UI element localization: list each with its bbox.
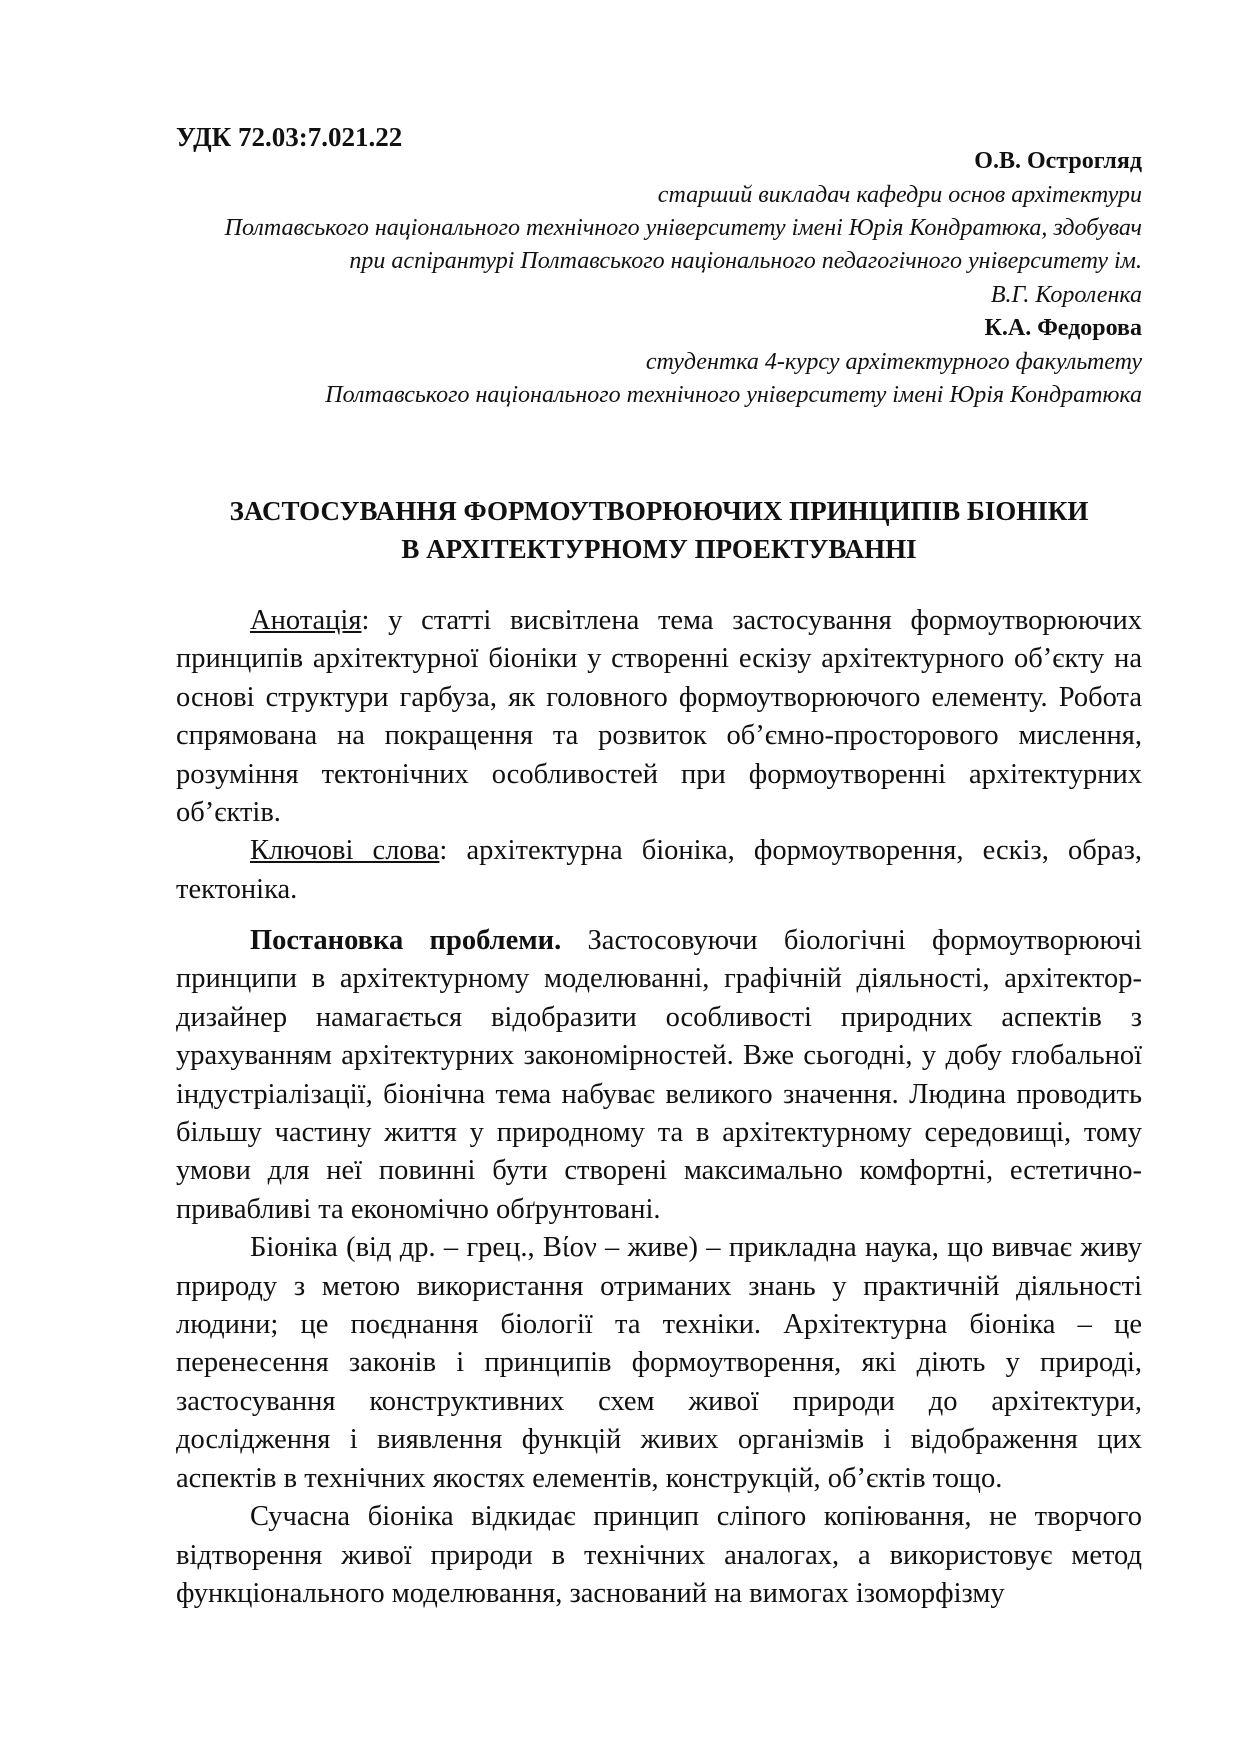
keywords-paragraph — [176, 832, 1142, 909]
author-affiliation-1-line-2: Полтавського національного технічного університету імені Юрія Кондратюка, здобувач — [224, 215, 1142, 241]
udk-code: УДК 72.03:7.021.22 — [176, 122, 403, 152]
abstract-label: Анотація — [250, 605, 362, 636]
body-paragraph-1: Біоніка (від др. – грец., Bίον – живе) – прикладна наука, що вивчає живу природу з метою використання отриманих знань у практичній діяльності людини; це поєднання біології та техніки. Архітектурна біоніка – це перенесення законів і принципів формоутворення, які діють у природі, застосування конструктивних схем живої природи до архітектури, дослідження і виявлення функцій живих організмів і відображення цих аспектів в технічних якостях елементів, конструкцій, об’єктів тощо. — [176, 1232, 1142, 1494]
abstract-text: : у статті висвітлена тема застосування формоутворюючих принципів архітектурної біоніки у створенні ескізу архітектурного об’єкту на основі структури гарбуза, як головного формоутворюючого елементу. Робота спрямована на покращення та розвиток об’ємно-просторового мислення, розуміння тектонічних особливостей при формоутворенні архітектурних об’єктів. — [176, 605, 1142, 829]
author-affiliation-2-line-2: Полтавського національного технічного університету імені Юрія Кондратюка — [325, 382, 1142, 408]
body-paragraph-2: Сучасна біоніка відкидає принцип сліпого копіювання, не творчого відтворення живої природи в технічних аналогах, а використовує метод функціонального моделювання, заснований на вимогах ізоморфізму — [176, 1501, 1142, 1609]
author-affiliation-2-line-1: студентка 4-курсу архітектурного факультету — [645, 349, 1142, 375]
author-affiliation-1-line-4: В.Г. Короленка — [990, 282, 1142, 308]
main-body — [176, 922, 1142, 1613]
title-line-1: ЗАСТОСУВАННЯ ФОРМОУТВОРЮЮЧИХ ПРИНЦИПІВ БІОНІКИ — [229, 496, 1089, 526]
keywords-label: Ключові слова — [250, 835, 440, 867]
problem-statement-paragraph — [176, 922, 1142, 1229]
abstract-paragraph — [176, 602, 1142, 832]
section-heading: Постановка проблеми. — [250, 925, 562, 956]
author-name-2: К.А. Федорова — [984, 315, 1142, 341]
abstract-block — [176, 602, 1142, 909]
author-name-1: О.В. Острогляд — [974, 148, 1142, 174]
author-affiliation-1-line-3: при аспірантурі Полтавського національного педагогічного університету ім. — [349, 248, 1142, 274]
article-title — [176, 492, 1142, 568]
section-text: Застосовуючи біологічні формоутворюючі принципи в архітектурному моделюванні, графічній діяльності, архітектор-дизайнер намагається відобразити особливості природних аспектів з урахуванням архітектурних закономірностей. Вже сьогодні, у добу глобальної індустріалізації, біонічна тема набуває великого значення. Людина проводить більшу частину життя у природному та в архітектурному середовищі, тому умови для неї повинні бути створені максимально комфортні, естетично-привабливі та економічно обґрунтовані. — [176, 925, 1142, 1225]
title-line-2: В АРХІТЕКТУРНОМУ ПРОЕКТУВАННІ — [401, 534, 917, 564]
author-affiliation-1-line-1: старший викладач кафедри основ архітектури — [657, 182, 1142, 208]
keywords-text: : архітектурна біоніка, формоутворення, ескіз, образ, тектоніка. — [176, 835, 1142, 905]
